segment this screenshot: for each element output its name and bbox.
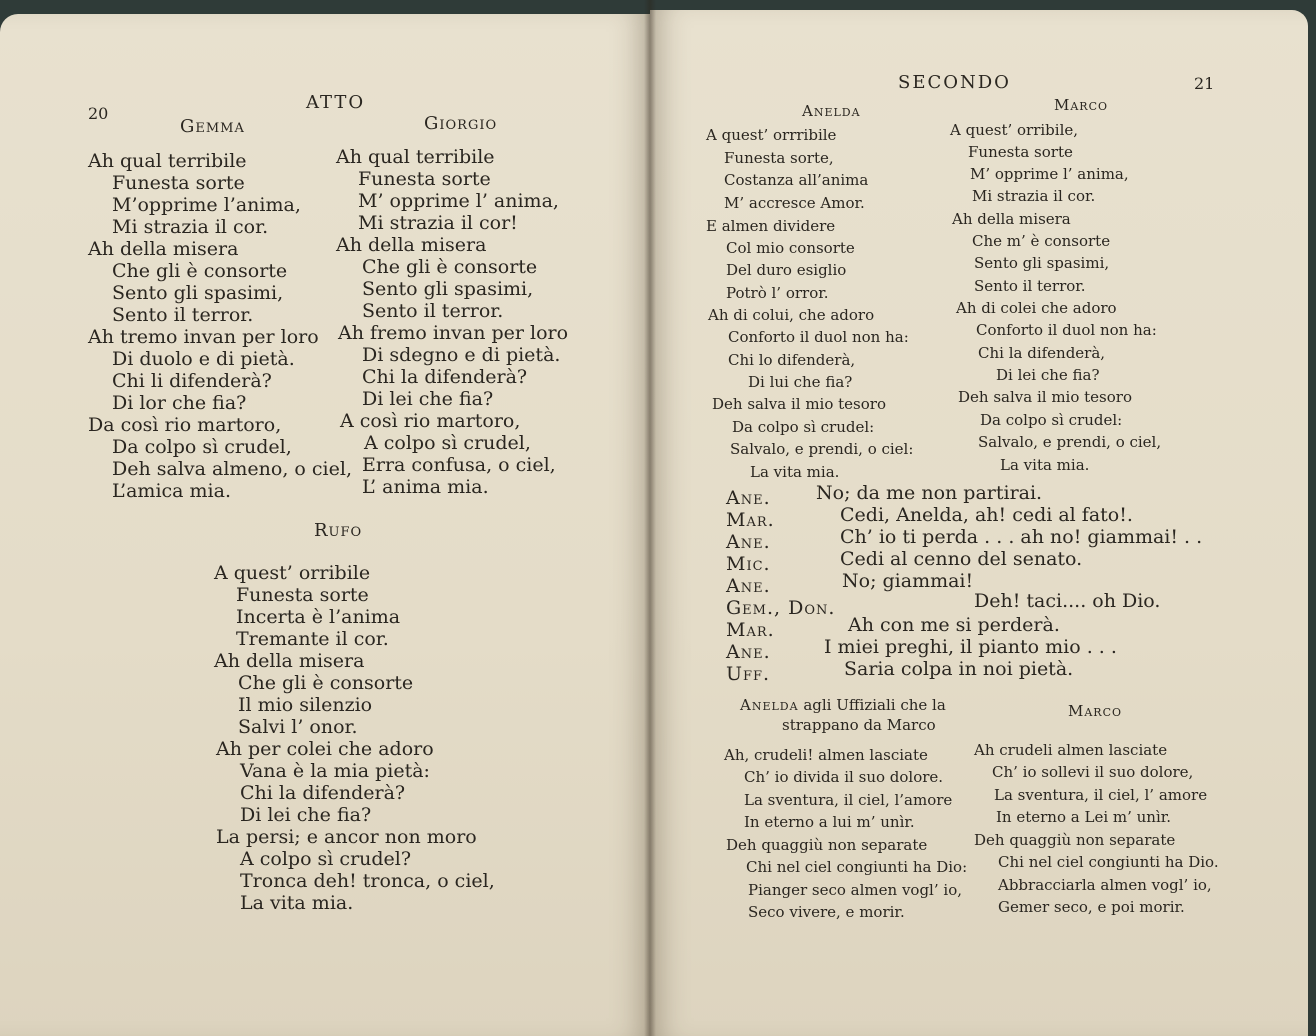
verse-line: Sento gli spasimi,: [112, 282, 284, 304]
verse-line: Sento gli spasimi,: [974, 254, 1110, 272]
verse-line: Chi nel ciel congiunti ha Dio:: [746, 858, 968, 876]
verse-line: E almen dividere: [706, 217, 836, 235]
verse-line: Ah fremo invan per loro: [338, 322, 569, 344]
verse-line: Col mio consorte: [726, 239, 855, 257]
verse-line: Salvalo, e prendi, o ciel:: [730, 440, 914, 458]
verse-line: Deh salva il mio tesoro: [958, 388, 1132, 406]
verse-line: Ah di colui, che adoro: [708, 306, 875, 324]
verse-line: Erra confusa, o ciel,: [362, 454, 556, 476]
verse-line: Vana è la mia pietà:: [240, 760, 430, 782]
speaker-marco: Marco: [1054, 96, 1109, 114]
dialogue-text: Saria colpa in noi pietà.: [844, 658, 1074, 680]
dialogue-text: Cedi, Anelda, ah! cedi al fato!.: [840, 504, 1133, 526]
verse-line: Incerta è l’anima: [236, 606, 401, 628]
right-page: [650, 10, 1308, 1036]
verse-line: Ch’ io sollevi il suo dolore,: [992, 763, 1194, 781]
verse-line: Ah della misera: [952, 210, 1071, 228]
verse-line: M’ opprime l’ anima,: [358, 190, 559, 212]
verse-line: Sento il terror.: [362, 300, 504, 322]
verse-line: Di duolo e di pietà.: [112, 348, 295, 370]
stage-direction-line-2: strappano da Marco: [782, 716, 936, 734]
dialogue-text: Ch’ io ti perda . . . ah no! giammai! . .: [840, 526, 1203, 548]
dialogue-speaker: Ane.: [726, 641, 771, 663]
verse-line: Ah della misera: [214, 650, 365, 672]
verse-line: Deh quaggiù non separate: [974, 831, 1176, 849]
verse-line: Costanza all’anima: [724, 171, 869, 189]
verse-line: Del duro esiglio: [726, 261, 847, 279]
verse-line: M’opprime l’anima,: [112, 194, 301, 216]
verse-line: Mi strazia il cor!: [358, 212, 518, 234]
verse-line: Tremante il cor.: [236, 628, 389, 650]
verse-line: Funesta sorte: [236, 584, 369, 606]
verse-line: La vita mia.: [1000, 456, 1090, 474]
verse-line: Salvalo, e prendi, o ciel,: [978, 433, 1162, 451]
verse-line: Che gli è consorte: [112, 260, 288, 282]
verse-line: Conforto il duol non ha:: [976, 321, 1157, 339]
verse-line: Ah della misera: [88, 238, 239, 260]
dialogue-speaker: Ane.: [726, 531, 771, 553]
verse-line: M’ accresce Amor.: [724, 194, 865, 212]
verse-line: Ah crudeli almen lasciate: [974, 741, 1168, 759]
verse-line: Mi strazia il cor.: [112, 216, 269, 238]
dialogue-text: Cedi al cenno del senato.: [840, 548, 1083, 570]
verse-line: Il mio silenzio: [238, 694, 373, 716]
verse-line: Ch’ io divida il suo dolore.: [744, 768, 944, 786]
verse-line: L’ anima mia.: [362, 476, 489, 498]
dialogue-speaker: Mar.: [726, 619, 775, 641]
verse-line: Chi li difenderà?: [112, 370, 272, 392]
verse-line: Sento gli spasimi,: [362, 278, 534, 300]
verse-line: Deh quaggiù non separate: [726, 836, 928, 854]
verse-line: Da colpo sì crudel:: [980, 411, 1123, 429]
dialogue-speaker: Mar.: [726, 509, 775, 531]
verse-line: La persi; e ancor non moro: [216, 826, 477, 848]
verse-line: Gemer seco, e poi morir.: [998, 898, 1185, 916]
verse-line: Funesta sorte: [358, 168, 491, 190]
verse-line: L’amica mia.: [112, 480, 231, 502]
verse-line: Sento il terror.: [112, 304, 254, 326]
stage-direction-text: agli Uffiziali che la: [798, 696, 946, 714]
verse-line: Da colpo sì crudel,: [112, 436, 292, 458]
verse-line: Deh salva il mio tesoro: [712, 395, 886, 413]
speaker-giorgio: Giorgio: [424, 113, 498, 134]
verse-line: A quest’ orribile: [214, 562, 371, 584]
verse-line: In eterno a lui m’ unìr.: [744, 813, 915, 831]
verse-line: Funesta sorte: [112, 172, 245, 194]
verse-line: Salvi l’ onor.: [238, 716, 358, 738]
dialogue-speaker: Mic.: [726, 553, 771, 575]
left-page: [0, 14, 650, 1036]
speaker-marco-2: Marco: [1068, 702, 1123, 720]
dialogue-text: No; da me non partirai.: [816, 482, 1043, 504]
verse-line: A quest’ orrribile: [706, 126, 837, 144]
verse-line: Chi la difenderà?: [240, 782, 406, 804]
speaker-anelda: Anelda: [802, 102, 861, 120]
verse-line: A quest’ orribile,: [950, 121, 1079, 139]
verse-line: Ah della misera: [336, 234, 487, 256]
verse-line: Di lor che fia?: [112, 392, 247, 414]
dialogue-speaker: Gem., Don.: [726, 597, 836, 619]
book-gutter: [644, 0, 656, 1036]
verse-line: Funesta sorte: [968, 143, 1073, 161]
verse-line: Che gli è consorte: [238, 672, 414, 694]
speaker-gemma: Gemma: [180, 116, 245, 137]
verse-line: Chi la difenderà?: [362, 366, 528, 388]
verse-line: Funesta sorte,: [724, 149, 834, 167]
verse-line: Chi nel ciel congiunti ha Dio.: [998, 853, 1219, 871]
verse-line: Mi strazia il cor.: [972, 187, 1096, 205]
verse-line: La vita mia.: [750, 463, 840, 481]
verse-line: Tronca deh! tronca, o ciel,: [240, 870, 495, 892]
verse-line: A così rio martoro,: [340, 410, 521, 432]
verse-line: A colpo sì crudel?: [240, 848, 412, 870]
verse-line: Che m’ è consorte: [972, 232, 1111, 250]
dialogue-speaker: Ane.: [726, 575, 771, 597]
verse-line: M’ opprime l’ anima,: [970, 165, 1129, 183]
verse-line: Di lei che fia?: [240, 804, 372, 826]
verse-line: Che gli è consorte: [362, 256, 538, 278]
verse-line: Da così rio martoro,: [88, 414, 282, 436]
verse-line: Chi lo difenderà,: [728, 351, 856, 369]
running-head-right: SECONDO: [898, 72, 1011, 93]
verse-line: Chi la difenderà,: [978, 344, 1106, 362]
verse-line: Seco vivere, e morir.: [748, 903, 905, 921]
verse-line: Di lei che fia?: [996, 366, 1100, 384]
verse-line: Conforto il duol non ha:: [728, 328, 909, 346]
verse-line: Ah tremo invan per loro: [88, 326, 319, 348]
verse-line: Ah, crudeli! almen lasciate: [724, 746, 928, 764]
dialogue-text: Deh! taci.... oh Dio.: [974, 590, 1161, 612]
dialogue-speaker: Uff.: [726, 663, 771, 685]
verse-line: Ah qual terribile: [336, 146, 495, 168]
verse-line: A colpo sì crudel,: [364, 432, 531, 454]
dialogue-speaker: Ane.: [726, 487, 771, 509]
verse-line: In eterno a Lei m’ unìr.: [996, 808, 1172, 826]
dialogue-text: I miei preghi, il pianto mio . . .: [824, 636, 1117, 658]
verse-line: La sventura, il ciel, l’amore: [744, 791, 953, 809]
speaker-rufo: Rufo: [314, 520, 363, 541]
verse-line: Sento il terror.: [974, 277, 1086, 295]
verse-line: Di sdegno e di pietà.: [362, 344, 561, 366]
verse-line: Deh salva almeno, o ciel,: [112, 458, 352, 480]
verse-line: Pianger seco almen vogl’ io,: [748, 881, 962, 899]
verse-line: La sventura, il ciel, l’ amore: [994, 786, 1208, 804]
verse-line: Da colpo sì crudel:: [732, 418, 875, 436]
verse-line: Abbracciarla almen vogl’ io,: [998, 876, 1212, 894]
verse-line: Di lui che fia?: [748, 373, 853, 391]
verse-line: Ah qual terribile: [88, 150, 247, 172]
running-head-left: ATTO: [306, 92, 366, 113]
speaker-anelda-2: Anelda: [740, 696, 799, 714]
stage-direction-line: [740, 698, 946, 713]
page-number-left: 20: [88, 104, 109, 123]
verse-line: Potrò l’ orror.: [726, 284, 829, 302]
dialogue-text: No; giammai!: [842, 570, 974, 592]
verse-line: Ah per colei che adoro: [216, 738, 434, 760]
page-number-right: 21: [1194, 74, 1215, 93]
verse-line: Di lei che fia?: [362, 388, 494, 410]
dialogue-text: Ah con me si perderà.: [848, 614, 1060, 636]
verse-line: La vita mia.: [240, 892, 354, 914]
verse-line: Ah di colei che adoro: [956, 299, 1117, 317]
